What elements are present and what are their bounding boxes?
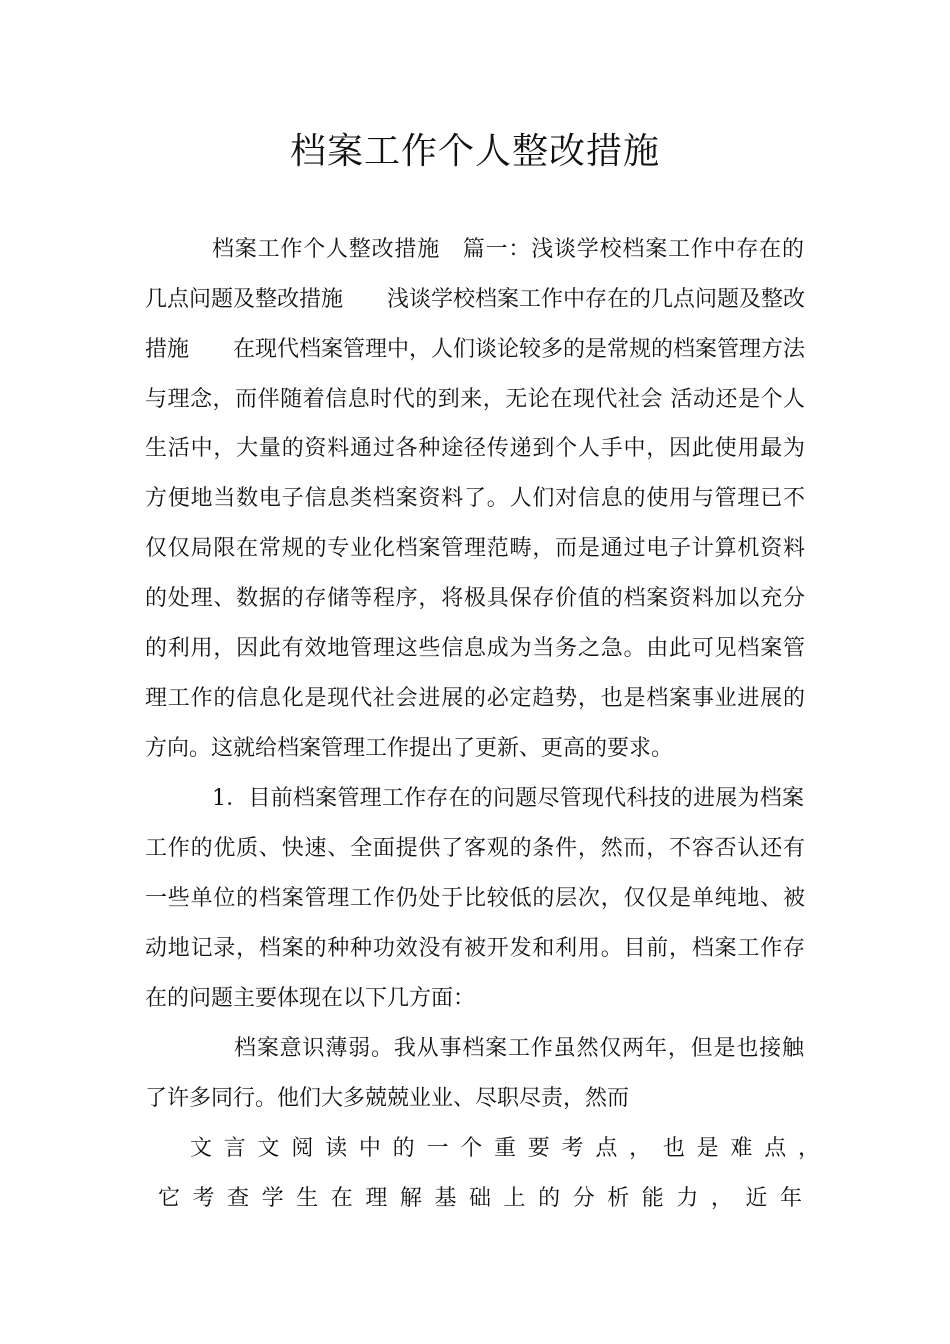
paragraph-line: 档案意识薄弱。我从事档案工作虽然仅两年，但是也接触: [234, 1036, 804, 1061]
paragraph-line: 的处理、数据的存储等程序，将极具保存价值的档案资料加以充分: [145, 586, 805, 611]
paragraph-line: 一些单位的档案管理工作仍处于比较低的层次，仅仅是单纯地、被: [145, 886, 805, 911]
paragraph-line: 措施 在现代档案管理中，人们谈论较多的是常规的档案管理方法: [145, 337, 805, 362]
paragraph-line: 在的问题主要体现在以下几方面：: [145, 986, 476, 1011]
paragraph-line: 工作的优质、快速、全面提供了客观的条件，然而，不容否认还有: [145, 836, 805, 861]
paragraph-line: 与理念，而伴随着信息时代的到来，无论在现代社会 活动还是个人: [145, 387, 805, 412]
paragraph-line: 方便地当数电子信息类档案资料了。人们对信息的使用与管理已不: [145, 486, 805, 511]
paragraph-line: 的利用，因此有效地管理这些信息成为当务之急。由此可见档案管: [145, 636, 805, 661]
paragraph-line: 仅仅局限在常规的专业化档案管理范畴，而是通过电子计算机资料: [145, 536, 805, 561]
paragraph-line: 它考查学生在理解基础上的分析能力，近年: [158, 1186, 802, 1211]
paragraph-line: 理工作的信息化是现代社会进展的必定趋势，也是档案事业进展的: [145, 686, 805, 711]
paragraph-line: 1．目前档案管理工作存在的问题尽管现代科技的进展为档案: [212, 786, 804, 811]
paragraph-line: 了许多同行。他们大多兢兢业业、尽职尽责，然而: [145, 1086, 630, 1111]
paragraph-line: 档案工作个人整改措施 篇一：浅谈学校档案工作中存在的: [212, 237, 804, 262]
paragraph-line: 动地记录，档案的种种功效没有被开发和利用。目前，档案工作存: [145, 936, 805, 961]
paragraph-line: 文言文阅读中的一个重要考点，也是难点，: [190, 1136, 820, 1161]
paragraph-line: 生活中，大量的资料通过各种途径传递到个人手中，因此使用最为: [145, 436, 805, 461]
paragraph-line: 几点问题及整改措施 浅谈学校档案工作中存在的几点问题及整改: [145, 287, 805, 312]
document-title: 档案工作个人整改措施: [289, 131, 660, 172]
paragraph-line: 方向。这就给档案管理工作提出了更新、更高的要求。: [145, 736, 674, 761]
